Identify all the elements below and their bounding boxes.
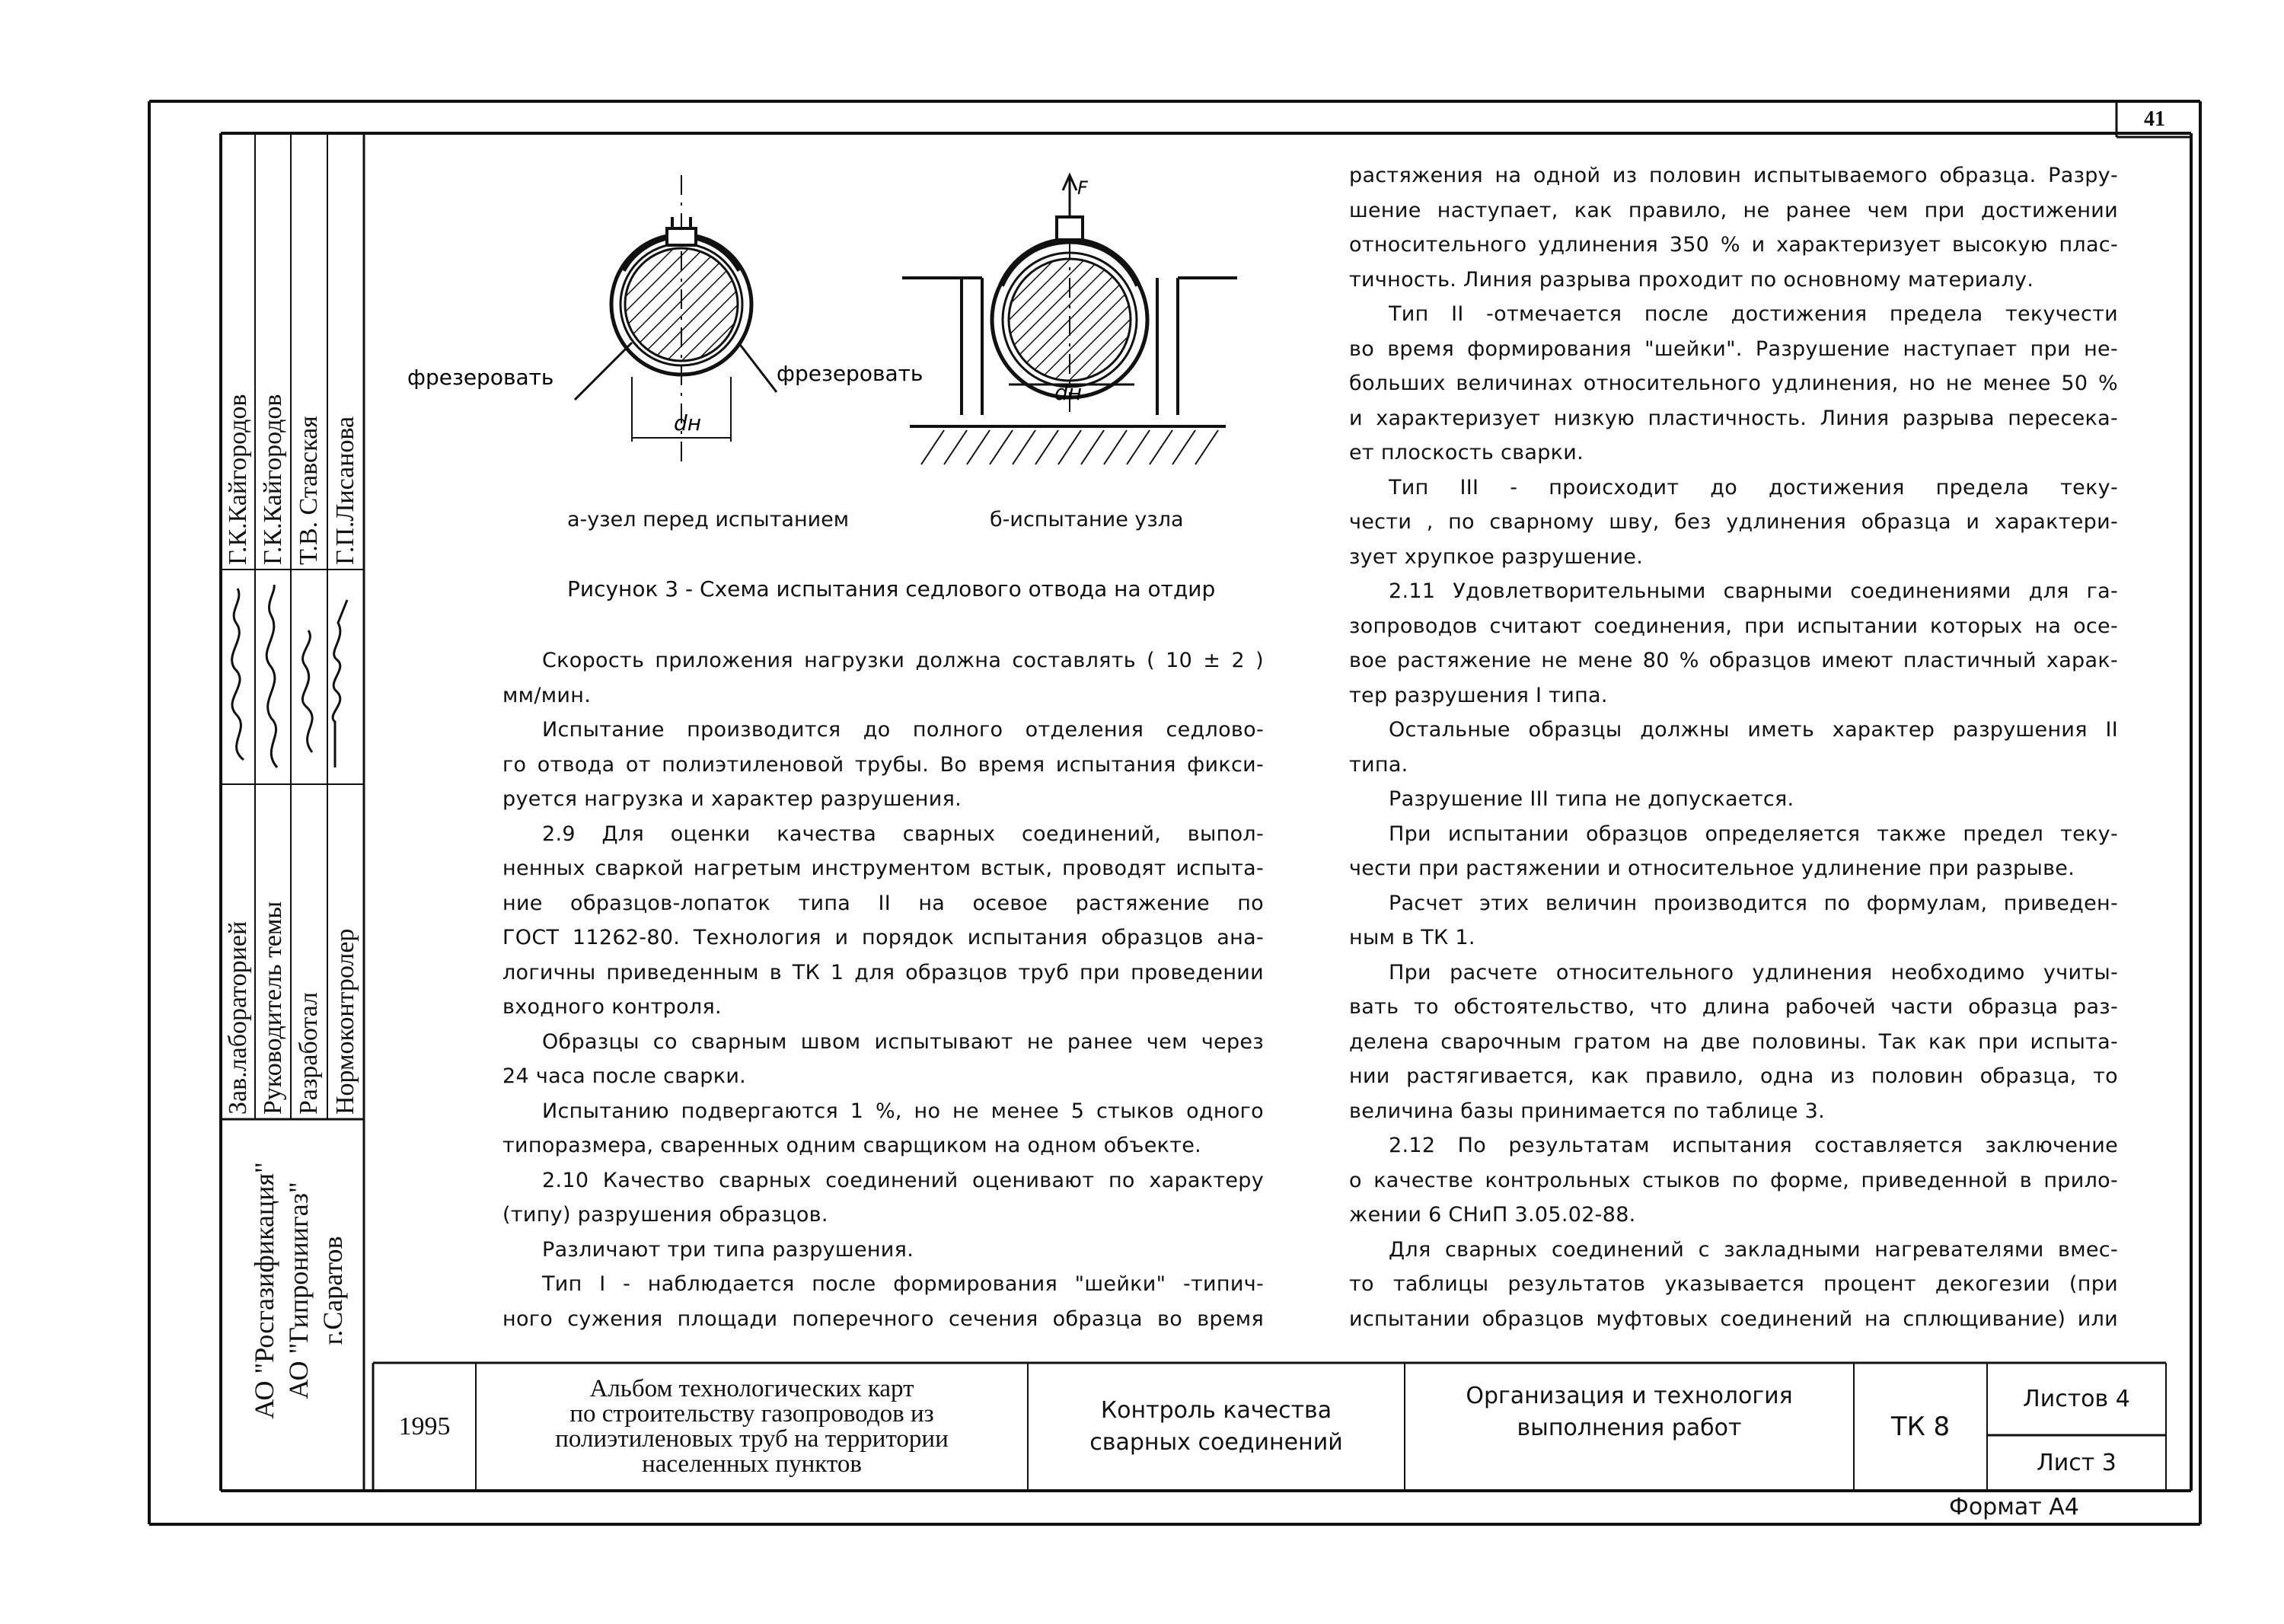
album-line: по строительству газопроводов из (569, 1400, 934, 1428)
role-topic-lead: Руководитель темы (259, 901, 287, 1115)
text-line: 24 часа после сварки. (502, 1064, 747, 1088)
subject-line: Организация и технология (1466, 1383, 1793, 1409)
role-head-of-lab: Зав.лабораторией (224, 920, 252, 1115)
text-line: Остальные образцы должны иметь характер разрушения II (1389, 718, 2118, 742)
text-line: относительного удлинения 350 % и характеризует высокую плас- (1349, 233, 2118, 257)
text-line: логичны приведенным в ТК 1 для образцов труб при проведении (502, 960, 1264, 984)
text-line: входного контроля. (502, 995, 722, 1019)
title-album (476, 1364, 1028, 1489)
text-line: типа. (1349, 752, 1408, 777)
signatures (221, 570, 364, 784)
album-line: населенных пунктов (642, 1450, 862, 1478)
text-line: 2.10 Качество сварных соединений оценивают по характеру (542, 1168, 1264, 1192)
text-line: Скорость приложения нагрузки должна составлять ( 10 ± 2 ) (542, 649, 1264, 672)
label-mill-right: фрезеровать (777, 361, 923, 386)
figure-title: Рисунок 3 - Схема испытания седлового отвода на отдир (567, 576, 1216, 601)
text-line: то таблицы результатов указывается процент декогезии (при (1349, 1272, 2118, 1296)
text-line: вать то обстоятельство, что длина рабочей части образца раз- (1349, 995, 2118, 1019)
caption-a: а-узел перед испытанием (567, 508, 850, 531)
name-norm-control: Г.П.Лисанова (331, 416, 359, 565)
text-line: Разрушение III типа не допускается. (1389, 787, 1794, 811)
name-topic-lead: Г.К.Кайгородов (259, 394, 287, 565)
text-line: шение наступает, как правило, не ранее чем при достижении (1349, 198, 2118, 222)
text-line: делена сварочным гратом на две половины. Так как при испыта- (1349, 1029, 2118, 1054)
right-text-column (1349, 158, 2118, 1336)
text-line: Тип II -отмечается после достижения предела текучести (1389, 302, 2118, 326)
text-line: го отвода от полиэтиленовой трубы. Во время испытания фикси- (502, 752, 1264, 777)
section-line: сварных соединений (1089, 1429, 1343, 1456)
org-city: г.Саратов (317, 1236, 348, 1345)
format-label: Формат А4 (1949, 1494, 2079, 1520)
text-line: Различают три типа разрушения. (542, 1237, 914, 1262)
text-line: зопроводов считают соединения, при испытании которых на осе- (1349, 614, 2118, 638)
text-line: нии растягивается, как правило, одна из половин образца, то (1349, 1064, 2118, 1088)
text-line: (типу) разрушения образцов. (502, 1203, 828, 1227)
album-line: полиэтиленовых труб на территории (555, 1425, 949, 1453)
text-line: ГОСТ 11262-80. Технология и порядок испытания образцов ана- (502, 926, 1264, 949)
name-head-of-lab: Г.К.Кайгородов (224, 394, 252, 565)
title-code: ТК 8 (1890, 1412, 1951, 1442)
text-line: во время формирования "шейки". Разрушение наступает при не- (1349, 337, 2118, 361)
text-line: мм/мин. (502, 683, 592, 707)
text-line: зует хрупкое разрушение. (1349, 544, 1644, 569)
text-line: ненных сваркой нагретым инструментом встык, проводят испыта- (502, 857, 1264, 880)
text-line: тер разрушения I типа. (1349, 683, 1608, 707)
figure-3-drawing (381, 164, 1256, 483)
text-line: вое растяжение не мене 80 % образцов имеют пластичный харак- (1349, 649, 2118, 672)
name-developer: Т.В. Ставская (295, 416, 323, 565)
text-line: ного сужения площади поперечного сечения образца во время (502, 1307, 1264, 1331)
text-line: испытании образцов муфтовых соединений на сплющивание) или (1349, 1307, 2118, 1331)
text-line: Тип III - происходит до достижения предела теку- (1389, 475, 2118, 499)
text-line: Для сварных соединений с закладными нагревателями вмес- (1389, 1237, 2118, 1262)
text-line: Испытание производится до полного отделения седлово- (542, 718, 1264, 742)
text-line: растяжения на одной из половин испытываемого образца. Разру- (1349, 164, 2118, 187)
label-dn-a: dн (674, 410, 702, 436)
album-line: Альбом технологических карт (589, 1375, 914, 1402)
text-line: Испытанию подвергаются 1 %, но не менее 5 стыков одного (542, 1099, 1264, 1123)
org-giproniigaz: АО "Гипрониигаз" (283, 1182, 314, 1399)
text-line: чести , по сварному шву, без удлинения образца и характери- (1349, 510, 2118, 534)
left-text-column (502, 643, 1264, 1336)
page-number: 41 (2144, 107, 2165, 131)
text-line: ние образцов-лопаток типа II на осевое растяжение по (502, 891, 1264, 915)
caption-b: б-испытание узла (990, 508, 1184, 531)
subject-line: выполнения работ (1517, 1415, 1742, 1441)
text-line: больших величинах относительного удлинения, но не менее 50 % (1349, 372, 2118, 395)
text-line: 2.11 Удовлетворительными сварными соединениями для га- (1389, 579, 2118, 603)
title-section (1028, 1363, 1405, 1491)
text-line: Тип I - наблюдается после формирования "шейки" -типич- (542, 1272, 1264, 1296)
text-line: чести при растяжении и относительное удлинение при разрыве. (1349, 857, 2075, 880)
text-line: о качестве контрольных стыков по форме, приведенной в прило- (1349, 1168, 2118, 1192)
text-line: При расчете относительного удлинения необходимо учиты- (1389, 960, 2118, 984)
text-line: и характеризует низкую пластичность. Линия разрыва пересека- (1349, 406, 2118, 430)
text-line: Образцы со сварным швом испытывают не ранее чем через (542, 1029, 1264, 1054)
label-force: F (1077, 177, 1088, 199)
text-line: величина базы принимается по таблице 3. (1349, 1099, 1826, 1123)
text-line: ным в ТК 1. (1349, 926, 1475, 949)
section-line: Контроль качества (1100, 1397, 1332, 1424)
label-mill-left: фрезеровать (407, 365, 554, 390)
text-line: Расчет этих величин производится по формулам, приведен- (1389, 891, 2118, 915)
title-sheets-total: Листов 4 (2023, 1386, 2130, 1412)
role-developer: Разработал (295, 991, 323, 1115)
text-line: При испытании образцов определяется также предел теку- (1389, 822, 2118, 846)
text-line: 2.12 По результатам испытания составляется заключение (1389, 1134, 2118, 1157)
title-subject (1405, 1363, 1854, 1462)
label-dn-b: dн (1054, 380, 1083, 405)
text-line: типоразмера, сваренных одним сварщиком на одном объекте. (502, 1134, 1202, 1157)
text-line: 2.9 Для оценки качества сварных соединений, выпол- (542, 822, 1264, 846)
text-line: жении 6 СНиП 3.05.02-88. (1349, 1203, 1636, 1227)
org-rosgaz: АО "Росгазификация" (249, 1162, 279, 1419)
role-norm-control: Нормоконтролер (331, 928, 359, 1115)
text-line: тичность. Линия разрыва проходит по основному материалу. (1349, 267, 2034, 292)
title-year: 1995 (398, 1412, 451, 1441)
title-sheet: Лист 3 (2037, 1450, 2117, 1476)
text-line: руется нагрузка и характер разрушения. (502, 787, 962, 811)
text-line: ет плоскость сварки. (1349, 441, 1584, 464)
